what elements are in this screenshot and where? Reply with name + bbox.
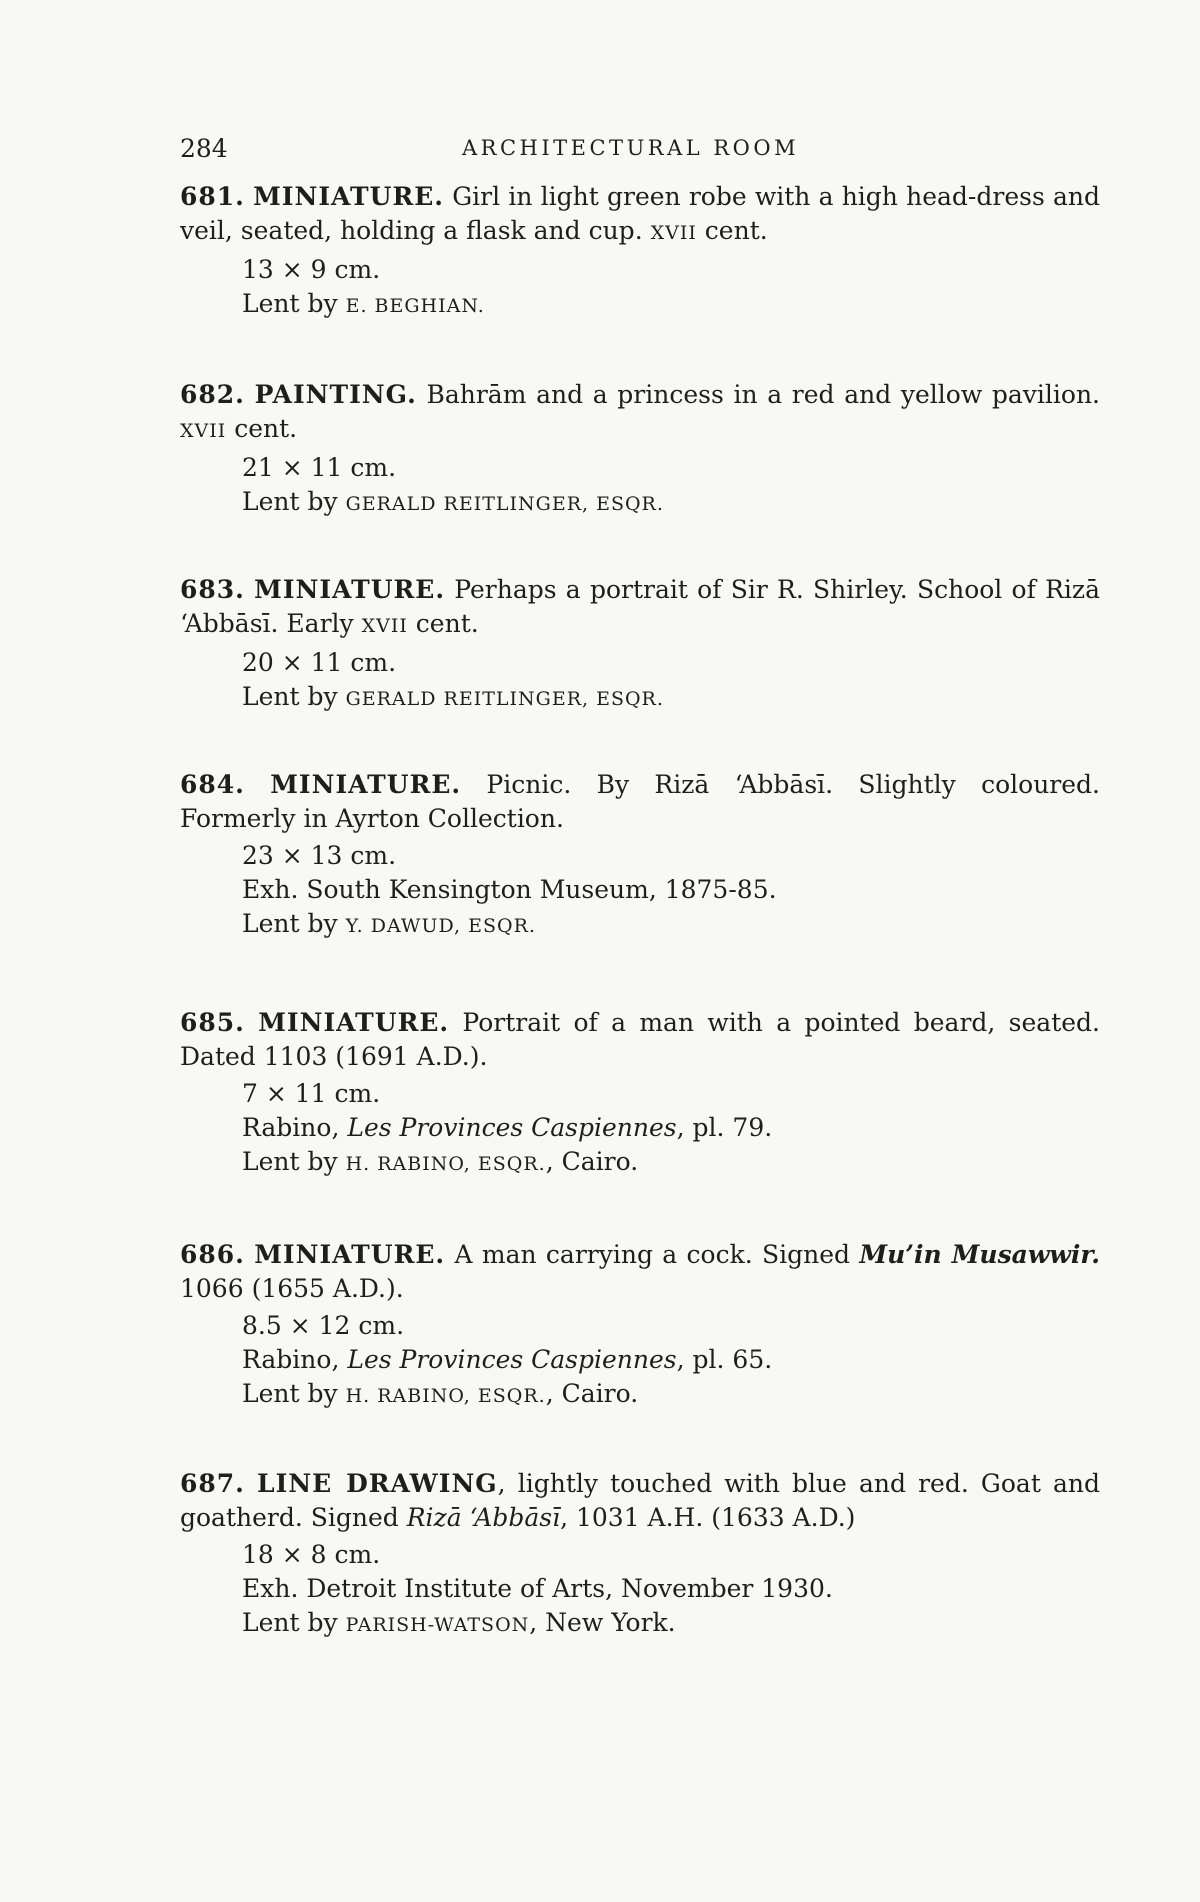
lender-name: H. RABINO, ESQR. (345, 1385, 546, 1407)
entry-text: Girl in light green robe with a high head-dress and veil, seated, holding a flask and cup. (180, 182, 1100, 245)
running-title: ARCHITECTURAL ROOM (462, 136, 800, 160)
entry-description (180, 573, 1100, 643)
entry-text-end: cent. (226, 414, 298, 443)
lender-name: PARISH-WATSON (345, 1614, 530, 1636)
entry-text: Picnic. By Rizā ‘Abbāsī. Slightly coloured. Formerly in Ayrton Collection. (180, 770, 1100, 833)
entry-century: XVII (180, 420, 227, 442)
entry-number: 684. (180, 770, 245, 799)
catalogue-entry-686 (180, 1238, 1100, 1413)
entry-heading: MINIATURE. (254, 1240, 446, 1269)
entry-lender-line (180, 1145, 1100, 1181)
entry-number: 686. (180, 1240, 245, 1269)
entry-text: Bahrām and a princess in a red and yellow pavilion. (416, 380, 1100, 409)
entry-exhibition: Exh. Detroit Institute of Arts, November 1930. (242, 1574, 833, 1603)
entry-description (180, 1006, 1100, 1074)
entry-description (180, 1238, 1100, 1306)
entry-reference (180, 1343, 1100, 1377)
catalogue-entry-681 (180, 180, 1100, 323)
entry-text: , lightly touched with blue and red. Goat and goatherd. Signed (180, 1469, 1101, 1532)
lent-prefix: Lent by (242, 1147, 346, 1176)
entry-text-end: cent. (407, 609, 479, 638)
lent-suffix: , New York. (529, 1608, 676, 1637)
lent-prefix: Lent by (242, 1608, 346, 1637)
entry-signature: Mu’in Musawwir. (859, 1240, 1100, 1269)
entry-century: XVII (650, 222, 697, 244)
lent-prefix: Lent by (242, 1379, 346, 1408)
entry-number: 681. (180, 182, 245, 211)
entry-text-end: cent. (696, 216, 768, 245)
lent-prefix: Lent by (242, 487, 346, 516)
lent-prefix: Lent by (242, 682, 346, 711)
page-number: 284 (180, 134, 228, 163)
entry-description (180, 768, 1100, 836)
entry-lender-line (180, 287, 1100, 323)
lender-name: Y. DAWUD, ESQR. (345, 915, 536, 937)
lender-name: GERALD REITLINGER, ESQR. (345, 688, 664, 710)
entry-signature: Rizā ‘Abbāsī (406, 1503, 561, 1532)
reference-author: Rabino, (242, 1345, 348, 1374)
catalogue-entry-684 (180, 768, 1100, 943)
reference-title: Les Provinces Caspiennes (347, 1113, 677, 1142)
lender-name: GERALD REITLINGER, ESQR. (345, 493, 664, 515)
lent-suffix: , Cairo. (545, 1379, 639, 1408)
lender-name: H. RABINO, ESQR. (345, 1153, 546, 1175)
entry-description (180, 180, 1100, 250)
lender-name: E. BEGHIAN. (345, 295, 485, 317)
entry-lender-line (180, 1377, 1100, 1413)
entry-heading: LINE DRAWING (257, 1469, 498, 1498)
entry-exhibition: Exh. South Kensington Museum, 1875-85. (242, 875, 777, 904)
catalogue-entry-687 (180, 1467, 1100, 1642)
entry-description (180, 378, 1100, 448)
entry-heading: MINIATURE. (270, 770, 462, 799)
catalogue-entry-682 (180, 378, 1100, 521)
entry-lender-line (180, 1606, 1100, 1642)
entry-number: 685. (180, 1008, 245, 1037)
entry-size: 18 × 8 cm. (242, 1540, 381, 1569)
entry-text-end: 1066 (1655 A.D.). (180, 1274, 404, 1303)
entry-lender-line (180, 485, 1100, 521)
entry-size: 8.5 × 12 cm. (242, 1311, 405, 1340)
entry-century: XVII (361, 615, 408, 637)
entry-text: Perhaps a portrait of Sir R. Shirley. School of Rizā ‘Abbāsī. Early (180, 575, 1100, 638)
entry-heading: MINIATURE. (254, 575, 446, 604)
entry-description (180, 1467, 1100, 1535)
entry-text: A man carrying a cock. Signed (445, 1240, 860, 1269)
entry-lender-line (180, 907, 1100, 943)
lent-prefix: Lent by (242, 289, 346, 318)
entry-heading: PAINTING. (254, 380, 417, 409)
entry-lender-line (180, 680, 1100, 716)
entry-size: 21 × 11 cm. (242, 453, 397, 482)
entry-text: Portrait of a man with a pointed beard, seated. Dated 1103 (1691 A.D.). (180, 1008, 1100, 1071)
reference-plate: , pl. 79. (676, 1113, 773, 1142)
entry-size: 7 × 11 cm. (242, 1079, 381, 1108)
entry-number: 683. (180, 575, 245, 604)
entry-number: 687. (180, 1469, 245, 1498)
entry-reference (180, 1111, 1100, 1145)
reference-author: Rabino, (242, 1113, 348, 1142)
catalogue-entry-683 (180, 573, 1100, 716)
entry-number: 682. (180, 380, 245, 409)
entry-size: 20 × 11 cm. (242, 648, 397, 677)
entry-text-end: , 1031 A.H. (1633 A.D.) (560, 1503, 856, 1532)
lent-suffix: , Cairo. (545, 1147, 639, 1176)
reference-title: Les Provinces Caspiennes (347, 1345, 677, 1374)
catalogue-entry-685 (180, 1006, 1100, 1181)
page-header (180, 134, 1100, 174)
entry-heading: MINIATURE. (258, 1008, 450, 1037)
reference-plate: , pl. 65. (676, 1345, 773, 1374)
entry-heading: MINIATURE. (253, 182, 444, 211)
entry-size: 23 × 13 cm. (242, 841, 397, 870)
entry-size: 13 × 9 cm. (242, 255, 381, 284)
lent-prefix: Lent by (242, 909, 346, 938)
